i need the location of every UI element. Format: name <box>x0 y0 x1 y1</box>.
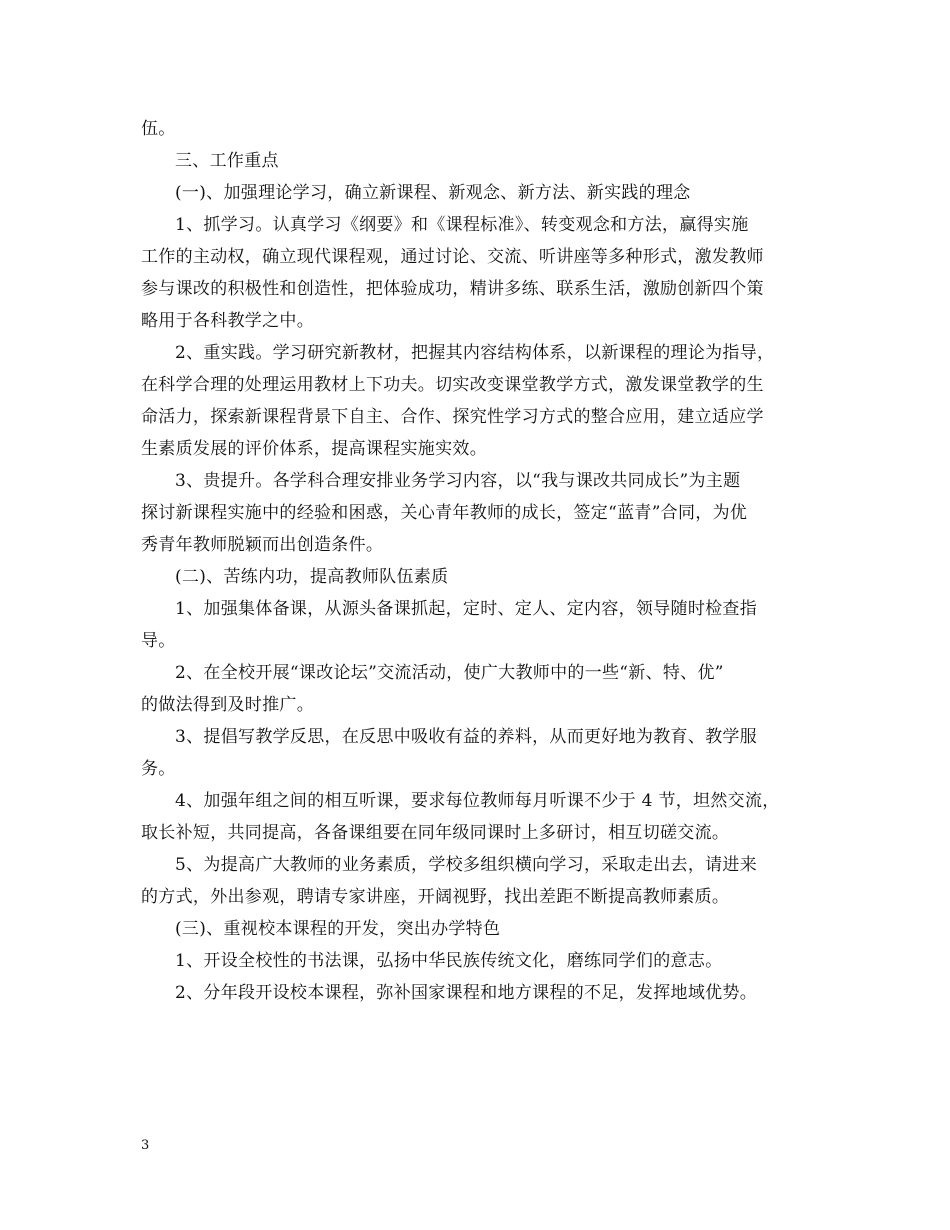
text-line: 取长补短，共同提高，各备课组要在同年级同课时上多研讨，相互切磋交流。 <box>141 823 730 843</box>
text-line: 的做法得到及时推广。 <box>141 695 314 715</box>
text-line: 探讨新课程实施中的经验和困惑，关心青年教师的成长，签定“蓝青”合同，为优 <box>141 503 748 523</box>
text-line: 秀青年教师脱颖而出创造条件。 <box>141 535 384 555</box>
text-line: 5、为提高广大教师的业务素质，学校多组织横向学习，采取走出去，请进来 <box>175 855 758 875</box>
text-line: 伍。 <box>141 119 176 139</box>
document-body <box>141 113 809 1009</box>
text-line: 三、工作重点 <box>175 151 279 171</box>
text-line: 参与课改的积极性和创造性，把体验成功，精讲多练、联系生活，激励创新四个策 <box>141 279 764 299</box>
text-line: 3、贵提升。各学科合理安排业务学习内容，以“我与课改共同成长”为主题 <box>175 471 741 491</box>
text-line: 务。 <box>141 759 176 779</box>
text-line: 的方式，外出参观，聘请专家讲座，开阔视野，找出差距不断提高教师素质。 <box>141 887 730 907</box>
text-line: 2、重实践。学习研究新教材，把握其内容结构体系，以新课程的理论为指导， <box>175 343 775 363</box>
text-line: (三)、重视校本课程的开发，突出办学特色 <box>175 919 501 939</box>
text-line: 略用于各科教学之中。 <box>141 311 314 331</box>
text-line: 1、加强集体备课，从源头备课抓起，定时、定人、定内容，领导随时检查指 <box>175 599 758 619</box>
text-line: 导。 <box>141 631 176 651</box>
text-line: (一)、加强理论学习，确立新课程、新观念、新方法、新实践的理念 <box>175 183 691 203</box>
text-line: 1、开设全校性的书法课，弘扬中华民族传统文化，磨练同学们的意志。 <box>175 951 723 971</box>
text-line: 3、提倡写教学反思，在反思中吸收有益的养料，从而更好地为教育、教学服 <box>175 727 758 747</box>
text-line: 命活力，探索新课程背景下自主、合作、探究性学习方式的整合应用，建立适应学 <box>141 407 764 427</box>
text-line: 4、加强年组之间的相互听课，要求每位教师每月听课不少于 4 节，坦然交流， <box>175 791 780 811</box>
text-line: 1、抓学习。认真学习《纲要》和《课程标准》、转变观念和方法，赢得实施 <box>175 215 749 235</box>
text-line: 工作的主动权，确立现代课程观，通过讨论、交流、听讲座等多种形式，激发教师 <box>141 247 764 267</box>
text-line: 2、在全校开展“课改论坛”交流活动，使广大教师中的一些“新、特、优” <box>175 663 724 683</box>
text-line: (二)、苦练内功，提高教师队伍素质 <box>175 567 449 587</box>
text-line: 生素质发展的评价体系，提高课程实施实效。 <box>141 439 487 459</box>
text-line: 在科学合理的处理运用教材上下功夫。切实改变课堂教学方式，激发课堂教学的生 <box>141 375 764 395</box>
text-line: 2、分年段开设校本课程，弥补国家课程和地方课程的不足，发挥地域优势。 <box>175 983 758 1003</box>
page-number: 3 <box>141 1138 150 1153</box>
